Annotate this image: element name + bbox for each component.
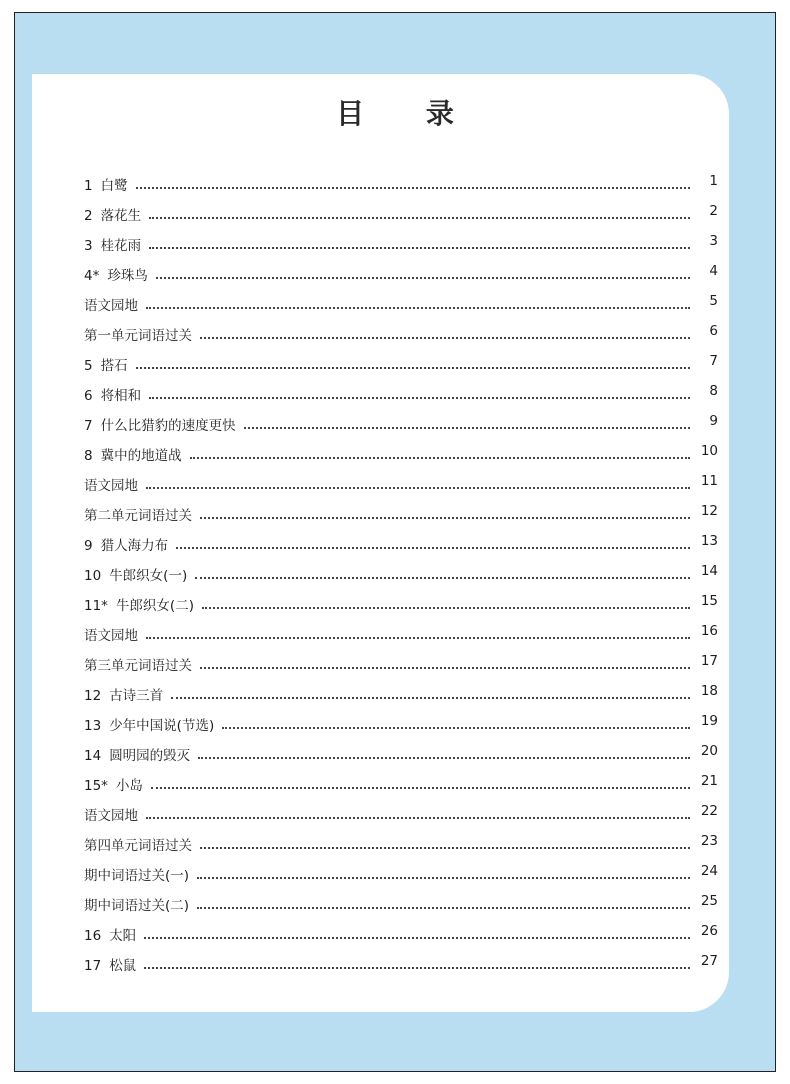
toc-entry-page-number: 13 [700, 533, 718, 549]
toc-entry-title: 白鹭 [100, 178, 128, 194]
toc-entry-title: 落花生 [100, 208, 142, 224]
toc-entry-page-number: 12 [700, 503, 718, 519]
toc-entry-title: 搭石 [100, 358, 128, 374]
dot-leader [176, 547, 690, 549]
toc-entry-page-number: 3 [709, 233, 718, 249]
toc-entry[interactable] [84, 320, 718, 344]
dot-leader [222, 727, 690, 729]
toc-entry[interactable] [84, 920, 718, 944]
toc-entry-page-number: 18 [700, 683, 718, 699]
toc-entry[interactable] [84, 440, 718, 464]
toc-entry-number: 16 [84, 928, 102, 944]
toc-entry[interactable] [84, 410, 718, 434]
toc-entry[interactable] [84, 230, 718, 254]
toc-entry-page-number: 15 [700, 593, 718, 609]
toc-entry-title: 什么比猎豹的速度更快 [100, 418, 236, 434]
toc-entry[interactable] [84, 350, 718, 374]
toc-entry-title: 珍珠鸟 [107, 268, 148, 284]
dot-leader [149, 397, 690, 399]
toc-entry-title: 语文园地 [84, 478, 138, 494]
toc-entry-number: 8 [84, 448, 93, 464]
dot-leader [200, 337, 690, 339]
dot-leader [244, 427, 690, 429]
dot-leader [136, 187, 690, 189]
toc-entry-page-number: 16 [700, 623, 718, 639]
toc-entry[interactable] [84, 770, 718, 794]
toc-entry-page-number: 1 [709, 173, 718, 189]
toc-entry-page-number: 23 [700, 833, 718, 849]
toc-entry[interactable] [84, 200, 718, 224]
dot-leader [171, 697, 690, 699]
toc-entry-title: 期中词语过关(二) [84, 898, 190, 914]
toc-entry-number: 10 [84, 568, 102, 584]
toc-entry-page-number: 26 [700, 923, 718, 939]
toc-entry[interactable] [84, 740, 718, 764]
dot-leader [136, 367, 690, 369]
toc-entry-title: 猎人海力布 [100, 538, 169, 554]
toc-entry-number: 9 [84, 538, 93, 554]
toc-entry-number: 15* [84, 778, 108, 794]
toc-entry-page-number: 17 [700, 653, 718, 669]
dot-leader [146, 487, 690, 489]
toc-entry[interactable] [84, 620, 718, 644]
toc-entry[interactable] [84, 260, 718, 284]
toc-entry-page-number: 5 [709, 293, 718, 309]
dot-leader [202, 607, 690, 609]
toc-entry-page-number: 4 [709, 263, 718, 279]
toc-entry-number: 4* [84, 268, 100, 284]
toc-entry-title: 少年中国说(节选) [109, 718, 215, 734]
toc-entry-page-number: 21 [700, 773, 718, 789]
toc-entry-title: 第四单元词语过关 [84, 838, 192, 854]
toc-entry-number: 12 [84, 688, 102, 704]
toc-entry-number: 2 [84, 208, 93, 224]
toc-entry-number: 3 [84, 238, 93, 254]
toc-entry-title: 古诗三首 [109, 688, 164, 704]
dot-leader [144, 967, 690, 969]
toc-entry[interactable] [84, 380, 718, 404]
dot-leader [146, 637, 690, 639]
toc-entry-number: 11* [84, 598, 108, 614]
toc-entry[interactable] [84, 470, 718, 494]
dot-leader [151, 787, 690, 789]
toc-entry-page-number: 20 [700, 743, 718, 759]
toc-entry-title: 第一单元词语过关 [84, 328, 192, 344]
dot-leader [200, 517, 690, 519]
toc-entry[interactable] [84, 800, 718, 824]
dot-leader [146, 817, 690, 819]
dot-leader [144, 937, 690, 939]
toc-entry-title: 第三单元词语过关 [84, 658, 192, 674]
toc-entry-title: 语文园地 [84, 628, 138, 644]
toc-entry-number: 14 [84, 748, 102, 764]
toc-entry-page-number: 7 [709, 353, 718, 369]
toc-entry-number: 6 [84, 388, 93, 404]
toc-entry-title: 牛郎织女(一) [109, 568, 188, 584]
dot-leader [146, 307, 690, 309]
toc-entry-title: 小岛 [115, 778, 143, 794]
toc-entry-title: 冀中的地道战 [100, 448, 182, 464]
toc-entry[interactable] [84, 710, 718, 734]
page-title: 目 录 [336, 97, 480, 130]
dot-leader [195, 577, 690, 579]
toc-entry[interactable] [84, 290, 718, 314]
toc-entry-page-number: 22 [700, 803, 718, 819]
toc-entry-number: 1 [84, 178, 93, 194]
toc-entry-title: 桂花雨 [100, 238, 142, 254]
toc-entry-title: 圆明园的毁灭 [109, 748, 191, 764]
toc-entry-title: 牛郎织女(二) [115, 598, 194, 614]
dot-leader [156, 277, 690, 279]
dot-leader [190, 457, 690, 459]
toc-entry[interactable] [84, 590, 718, 614]
toc-entry[interactable] [84, 170, 718, 194]
toc-entry-title: 语文园地 [84, 808, 138, 824]
toc-entry-title: 语文园地 [84, 298, 138, 314]
toc-entry-title: 松鼠 [109, 958, 137, 974]
toc-entry[interactable] [84, 950, 718, 974]
toc-entry-page-number: 2 [709, 203, 718, 219]
toc-entry[interactable] [84, 830, 718, 854]
toc-entry-title: 期中词语过关(一) [84, 868, 190, 884]
dot-leader [149, 217, 690, 219]
toc-entry[interactable] [84, 650, 718, 674]
toc-entry-number: 13 [84, 718, 102, 734]
toc-entry[interactable] [84, 680, 718, 704]
toc-entry-page-number: 14 [700, 563, 718, 579]
toc-entry-page-number: 11 [700, 473, 718, 489]
dot-leader [197, 907, 690, 909]
toc-entry[interactable] [84, 860, 718, 884]
toc-entry-page-number: 19 [700, 713, 718, 729]
dot-leader [198, 757, 690, 759]
toc-entry-number: 5 [84, 358, 93, 374]
dot-leader [200, 847, 690, 849]
toc-entry[interactable] [84, 500, 718, 524]
toc-entry[interactable] [84, 530, 718, 554]
toc-entry-title: 第二单元词语过关 [84, 508, 192, 524]
dot-leader [197, 877, 690, 879]
toc-entry-title: 将相和 [100, 388, 142, 404]
toc-entry[interactable] [84, 560, 718, 584]
toc-entry-page-number: 6 [709, 323, 718, 339]
toc-entry-page-number: 10 [700, 443, 718, 459]
toc-entry-page-number: 27 [700, 953, 718, 969]
toc-entry-title: 太阳 [109, 928, 137, 944]
toc-entry[interactable] [84, 890, 718, 914]
toc-entry-number: 7 [84, 418, 93, 434]
toc-entry-page-number: 9 [709, 413, 718, 429]
toc-entry-page-number: 24 [700, 863, 718, 879]
toc-entry-number: 17 [84, 958, 102, 974]
toc-entry-page-number: 25 [700, 893, 718, 909]
toc-entry-page-number: 8 [709, 383, 718, 399]
dot-leader [200, 667, 690, 669]
dot-leader [149, 247, 690, 249]
